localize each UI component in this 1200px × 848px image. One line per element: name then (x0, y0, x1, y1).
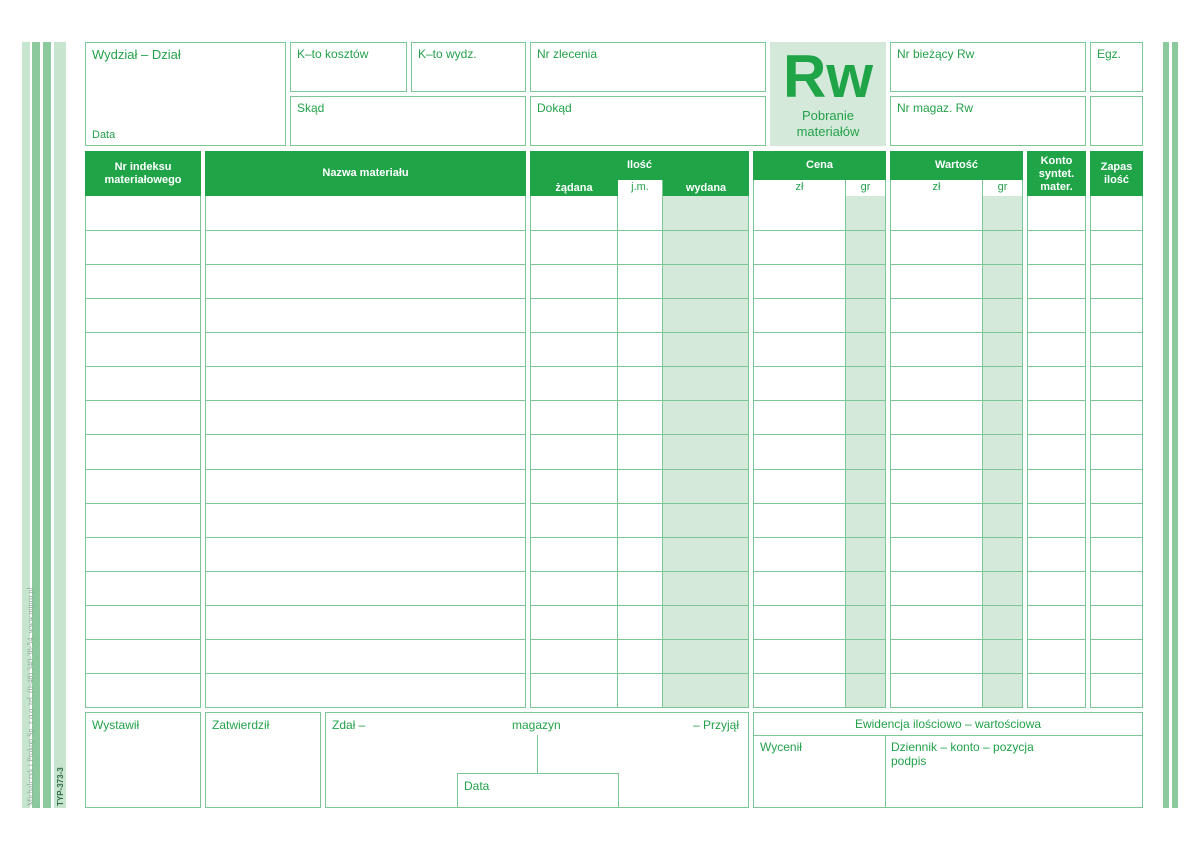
table-row-line (205, 264, 526, 265)
table-row-line (85, 298, 201, 299)
table-row-line (890, 503, 1023, 504)
table-row-line (205, 605, 526, 606)
table-row-line (890, 673, 1023, 674)
table-row-line (205, 469, 526, 470)
logo-sub-2: materiałów (796, 124, 860, 139)
nazwa-header: Nazwa materiału (205, 151, 526, 196)
table-row-line (753, 230, 886, 231)
wydana-subheader: wydana (663, 180, 749, 196)
wartosc-header: Wartość (890, 151, 1023, 180)
zdal-label: Zdał – (332, 718, 366, 732)
table-row-line (890, 469, 1023, 470)
wystawil-label: Wystawił (92, 718, 140, 732)
table-row-line (753, 537, 886, 538)
index-column (85, 151, 201, 708)
egz-field[interactable] (1090, 42, 1143, 92)
left-stripe-3 (43, 42, 51, 808)
rw-logo: Rw (783, 43, 873, 110)
table-row-line (530, 503, 749, 504)
nr-biezacy-label: Nr bieżący Rw (897, 47, 975, 61)
table-row-line (85, 571, 201, 572)
kto-wydz-label: K–to wydz. (418, 47, 477, 61)
vline-jm-wydana (662, 180, 663, 707)
table-row-line (753, 366, 886, 367)
ewidencja-divider (754, 735, 1142, 736)
table-row-line (890, 400, 1023, 401)
zdal-przyjal-field[interactable] (325, 712, 749, 808)
left-stripe-4 (54, 42, 66, 808)
table-row-line (1090, 673, 1143, 674)
zapas-header: Zapas ilość (1090, 151, 1143, 196)
table-row-line (1027, 264, 1086, 265)
table-row-line (1027, 571, 1086, 572)
table-row-line (1027, 298, 1086, 299)
table-row-line (530, 469, 749, 470)
skad-field[interactable] (290, 96, 526, 146)
table-row-line (1090, 639, 1143, 640)
table-row-line (1027, 230, 1086, 231)
egz-blank-field[interactable] (1090, 96, 1143, 146)
table-row-line (1090, 230, 1143, 231)
table-row-line (1090, 571, 1143, 572)
table-row-line (530, 605, 749, 606)
ewidencja-field (753, 712, 1143, 808)
table-row-line (1090, 298, 1143, 299)
table-row-line (890, 605, 1023, 606)
table-row-line (205, 400, 526, 401)
cena-column (753, 151, 886, 708)
nr-biezacy-field[interactable] (890, 42, 1086, 92)
table-row-line (85, 400, 201, 401)
ilosc-column (530, 151, 749, 708)
nr-zlecenia-field[interactable] (530, 42, 766, 92)
przyjal-label: – Przyjął (693, 718, 740, 732)
table-row-line (753, 571, 886, 572)
table-row-line (1090, 264, 1143, 265)
table-row-line (85, 434, 201, 435)
table-row-line (530, 230, 749, 231)
table-row-line (85, 639, 201, 640)
table-row-line (530, 400, 749, 401)
right-stripe-1 (1163, 42, 1169, 808)
table-row-line (890, 264, 1023, 265)
table-row-line (753, 434, 886, 435)
konto-column (1027, 151, 1086, 708)
ewidencja-vdivider (885, 735, 886, 807)
table-row-line (85, 332, 201, 333)
dziennik-label: Dziennik – konto – pozycja (891, 740, 1034, 754)
table-row-line (1027, 605, 1086, 606)
magazyn-label: magazyn (512, 718, 561, 732)
table-row-line (890, 537, 1023, 538)
table-row-line (1027, 639, 1086, 640)
table-row-line (890, 571, 1023, 572)
kto-wydz-field[interactable] (411, 42, 526, 92)
table-row-line (1027, 673, 1086, 674)
konto-header: Konto syntet. mater. (1027, 151, 1086, 196)
table-row-line (890, 298, 1023, 299)
right-stripe-2 (1172, 42, 1178, 808)
nr-magaz-label: Nr magaz. Rw (897, 101, 974, 115)
table-row-line (1090, 332, 1143, 333)
table-row-line (890, 230, 1023, 231)
table-row-line (890, 332, 1023, 333)
table-row-line (753, 298, 886, 299)
table-row-line (1090, 605, 1143, 606)
table-row-line (753, 503, 886, 504)
wycenil-label: Wycenił (760, 740, 802, 754)
dokad-field[interactable] (530, 96, 766, 146)
rw-logo-box (770, 42, 886, 146)
egz-label: Egz. (1097, 47, 1122, 61)
wydzial-field[interactable] (85, 42, 286, 146)
table-row-line (205, 434, 526, 435)
wart-zl-subheader: zł (891, 181, 982, 196)
table-row-line (205, 673, 526, 674)
nr-zlecenia-label: Nr zlecenia (537, 47, 598, 61)
table-row-line (85, 537, 201, 538)
table-row-line (753, 469, 886, 470)
table-row-line (85, 503, 201, 504)
table-row-line (205, 230, 526, 231)
table-row-line (753, 264, 886, 265)
table-row-line (1027, 434, 1086, 435)
kto-kosztow-label: K–to kosztów (297, 47, 369, 61)
index-header: Nr indeksu materiałowego (85, 151, 201, 196)
nr-magaz-field[interactable] (890, 96, 1086, 146)
table-row-line (85, 469, 201, 470)
table-row-line (530, 264, 749, 265)
ewidencja-title: Ewidencja ilościowo – wartościowa (854, 717, 1042, 731)
podpis-label: podpis (891, 754, 927, 768)
logo-sub-1: Pobranie (801, 108, 855, 123)
zatwierdzil-field[interactable] (205, 712, 321, 808)
magazyn-connector (537, 735, 538, 773)
table-row-line (205, 366, 526, 367)
table-row-line (530, 366, 749, 367)
table-row-line (1027, 400, 1086, 401)
table-row-line (530, 571, 749, 572)
table-row-line (753, 400, 886, 401)
vline-zadana-jm (617, 180, 618, 707)
wartosc-column (890, 151, 1023, 708)
table-row-line (1027, 503, 1086, 504)
vline-cena-zl-gr (845, 180, 846, 707)
cena-header: Cena (753, 151, 886, 180)
table-row-line (205, 332, 526, 333)
cena-zl-subheader: zł (754, 181, 845, 196)
table-row-line (753, 639, 886, 640)
table-row-line (85, 605, 201, 606)
wart-gr-subheader: gr (983, 181, 1022, 196)
table-row-line (205, 537, 526, 538)
table-row-line (530, 673, 749, 674)
table-row-line (530, 298, 749, 299)
table-row-line (1027, 469, 1086, 470)
table-row-line (1090, 434, 1143, 435)
publisher-note: Michalczyk i Prokop Sp. z o.o. tel. (0-48) 340-38-54, www.mipro.pl (26, 587, 35, 806)
table-row-line (1090, 400, 1143, 401)
form-code: TYP-373-3 (56, 767, 65, 806)
table-row-line (85, 366, 201, 367)
table-row-line (1090, 503, 1143, 504)
table-row-line (1090, 366, 1143, 367)
table-row-line (1027, 537, 1086, 538)
table-row-line (1027, 366, 1086, 367)
vline-wart-zl-gr (982, 180, 983, 707)
table-row-line (530, 537, 749, 538)
zapas-column (1090, 151, 1143, 708)
ilosc-header: Ilość (530, 151, 749, 180)
zdal-data-label: Data (464, 779, 490, 793)
table-row-line (85, 230, 201, 231)
table-row-line (890, 434, 1023, 435)
table-row-line (1027, 332, 1086, 333)
table-row-line (530, 332, 749, 333)
zadana-subheader: żądana (530, 180, 618, 196)
table-row-line (205, 298, 526, 299)
table-row-line (205, 639, 526, 640)
table-row-line (85, 673, 201, 674)
table-row-line (753, 332, 886, 333)
table-row-line (890, 639, 1023, 640)
table-row-line (530, 639, 749, 640)
table-row-line (205, 571, 526, 572)
nazwa-column (205, 151, 526, 708)
zdal-data-field[interactable] (457, 773, 619, 808)
table-row-line (530, 434, 749, 435)
table-row-line (753, 605, 886, 606)
jm-subheader: j.m. (618, 181, 662, 196)
cena-gr-subheader: gr (846, 181, 885, 196)
dokad-label: Dokąd (537, 101, 572, 115)
skad-label: Skąd (297, 101, 325, 115)
data-label: Data (92, 129, 116, 141)
wydzial-label: Wydział – Dział (92, 47, 181, 62)
zatwierdzil-label: Zatwierdził (212, 718, 270, 732)
table-row-line (85, 264, 201, 265)
kto-kosztow-field[interactable] (290, 42, 407, 92)
wystawil-field[interactable] (85, 712, 201, 808)
table-row-line (753, 673, 886, 674)
table-row-line (1090, 469, 1143, 470)
table-row-line (205, 503, 526, 504)
table-row-line (890, 366, 1023, 367)
table-row-line (1090, 537, 1143, 538)
